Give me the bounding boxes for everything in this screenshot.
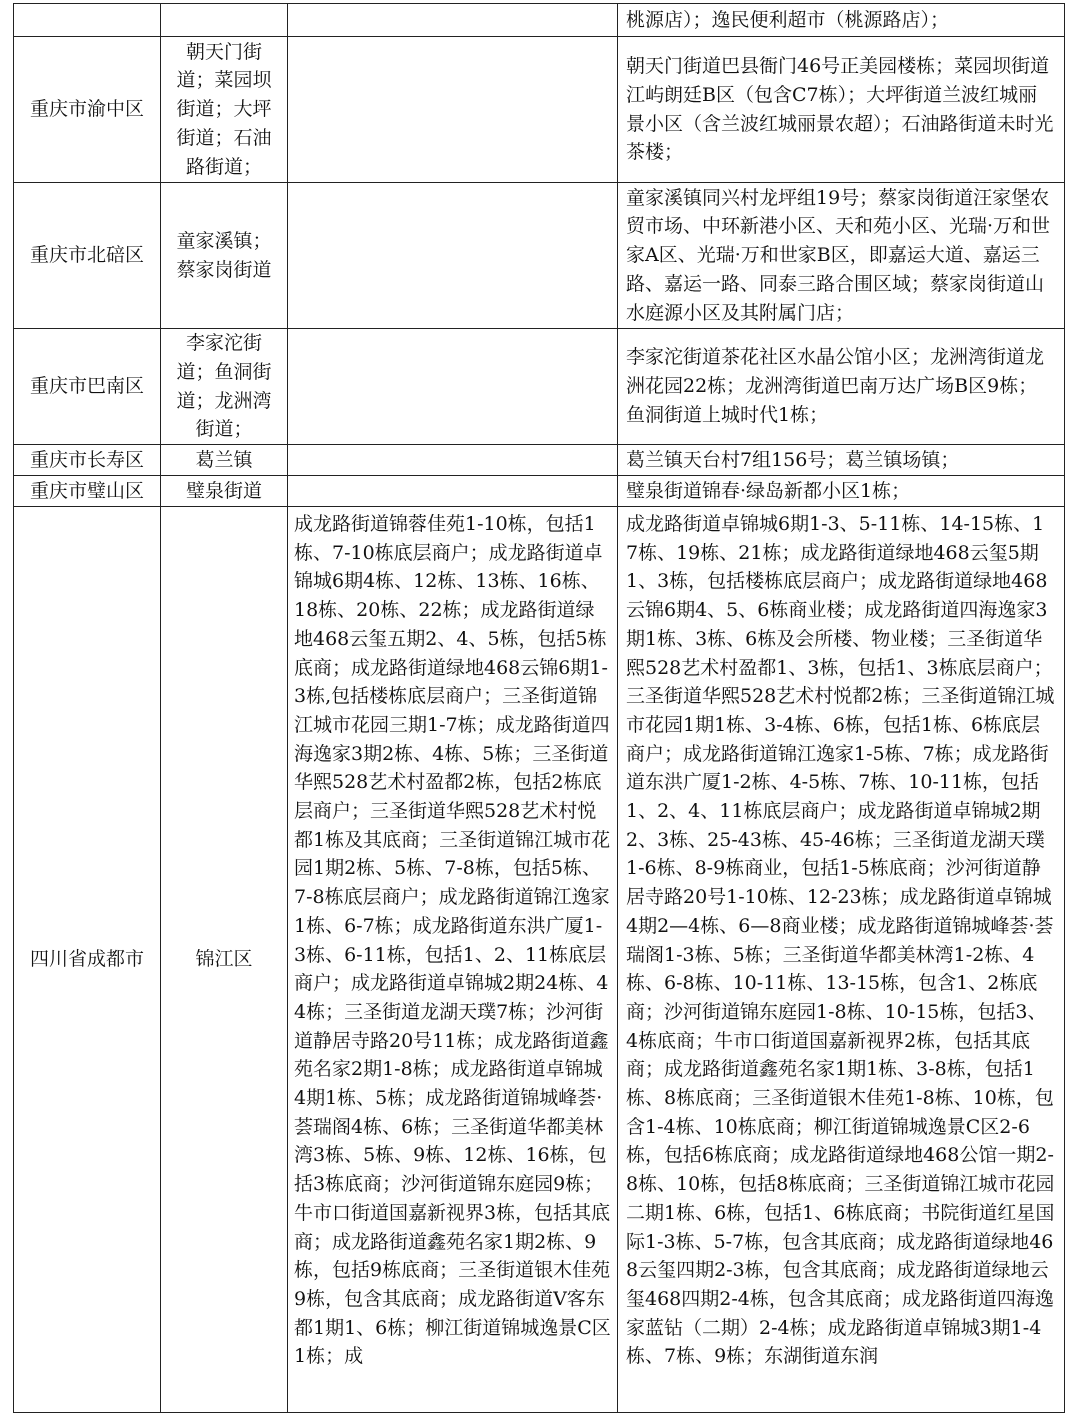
district-cell: 李家沱街道；鱼洞街道；龙洲湾街道； <box>161 329 288 445</box>
city-cell: 重庆市渝中区 <box>14 37 161 183</box>
district-cell <box>161 4 288 37</box>
area-list-text-1: 成龙路街道锦蓉佳苑1-10栋，包括1栋、7-10栋底层商户；成龙路街道卓锦城6期4栋、12栋、13栋、16栋、18栋、20栋、22栋；成龙路街道绿地468云玺五期2、4、5栋，包括5栋底商；成龙路街道绿地468云锦6期1-3栋,包括楼栋底层商户；三圣街道锦江城市花园三期1-7栋；成龙路街道四海逸家3期2栋、4栋、5栋；三圣街道华熙528艺术村盈都2栋，包括2栋底层商户；三圣街道华熙528艺术村悦都1栋及其底商；三圣街道锦江城市花园1期2栋、5栋、7-8栋，包括5栋、7-8栋底层商户；成龙路街道锦江逸家1栋、6-7栋；成龙路街道东洪广厦1-3栋、6-11栋，包括1、2、11栋底层商户；成龙路街道卓锦城2期24栋、44栋；三圣街道龙湖天璞7栋；沙河街道静居寺路20号11栋；成龙路街道鑫苑名家2期1-8栋；成龙路街道卓锦城4期1栋、5栋；成龙路街道锦城峰荟·荟瑞阁4栋、6栋；三圣街道华都美林湾3栋、5栋、9栋、12栋、16栋，包括3栋底商；沙河街道锦东庭园9栋；牛市口街道国嘉新视界3栋，包括其底商；成龙路街道鑫苑名家1期2栋、9栋，包括9栋底商；三圣街道银木佳苑9栋，包含其底商；成龙路街道V客东都1期1、6栋；柳江街道锦城逸景C区1栋；成 <box>294 513 611 1368</box>
city-cell: 重庆市北碚区 <box>14 183 161 329</box>
city-cell: 重庆市长寿区 <box>14 445 161 476</box>
area-list-cell-1 <box>288 445 618 476</box>
district-cell: 葛兰镇 <box>161 445 288 476</box>
area-list-cell-2: 童家溪镇同兴村龙坪组19号；蔡家岗街道汪家堡农贸市场、中环新港小区、天和苑小区、光瑞·万和世家A区、光瑞·万和世家B区，即嘉运大道、嘉运三路、嘉运一路、同泰三路合围区域；蔡家岗街道山水庭源小区及其附属门店； <box>618 183 1065 329</box>
area-list-cell-1 <box>288 476 618 507</box>
area-list-cell-2: 璧泉街道锦春·绿岛新都小区1栋； <box>618 476 1065 507</box>
area-list-cell-1 <box>288 329 618 445</box>
table-row <box>14 329 1065 445</box>
table-row <box>14 507 1065 1413</box>
city-cell <box>14 4 161 37</box>
district-cell: 童家溪镇；蔡家岗街道 <box>161 183 288 329</box>
table-row <box>14 476 1065 507</box>
area-list-cell-2: 葛兰镇天台村7组156号；葛兰镇场镇； <box>618 445 1065 476</box>
risk-area-table <box>13 3 1065 1413</box>
city-cell: 四川省成都市 <box>14 507 161 1413</box>
city-cell: 重庆市璧山区 <box>14 476 161 507</box>
area-list-cell-2: 桃源店）；逸民便利超市（桃源路店）； <box>618 4 1065 37</box>
area-list-cell-1 <box>288 4 618 37</box>
city-cell: 重庆市巴南区 <box>14 329 161 445</box>
district-cell: 朝天门街道；菜园坝街道；大坪街道；石油路街道； <box>161 37 288 183</box>
area-list-cell-1 <box>288 37 618 183</box>
area-list-cell-1 <box>288 507 618 1413</box>
district-cell: 璧泉街道 <box>161 476 288 507</box>
table-row <box>14 445 1065 476</box>
table-row <box>14 183 1065 329</box>
area-list-text-2: 成龙路街道卓锦城6期1-3、5-11栋、14-15栋、17栋、19栋、21栋；成龙路街道绿地468云玺5期1、3栋，包括楼栋底层商户；成龙路街道绿地468云锦6期4、5、6栋商业楼；成龙路街道四海逸家3期1栋、3栋、6栋及会所楼、物业楼；三圣街道华熙528艺术村盈都1、3栋，包括1、3栋底层商户；三圣街道华熙528艺术村悦都2栋；三圣街道锦江城市花园1期1栋、3-4栋、6栋，包括1栋、6栋底层商户；成龙路街道锦江逸家1-5栋、7栋；成龙路街道东洪广厦1-2栋、4-5栋、7栋、10-11栋，包括1、2、4、11栋底层商户；成龙路街道卓锦城2期2、3栋、25-43栋、45-46栋；三圣街道龙湖天璞1-6栋、8-9栋商业，包括1-5栋底商；沙河街道静居寺路20号1-10栋、12-23栋；成龙路街道卓锦城4期2—4栋、6—8商业楼；成龙路街道锦城峰荟·荟瑞阁1-3栋、5栋；三圣街道华都美林湾1-2栋、4栋、6-8栋、10-11栋、13-15栋，包含1、2栋底商；沙河街道锦东庭园1-8栋、10-15栋，包括3、4栋底商；牛市口街道国嘉新视界2栋，包括其底商；成龙路街道鑫苑名家1期1栋、3-8栋，包括1栋、8栋底商；三圣街道银木佳苑1-8栋、10栋，包含1-4栋、10栋底商；柳江街道锦城逸景C区2-6栋，包括6栋底商；成龙路街道绿地468公馆一期2-8栋、10栋，包括8栋底商；三圣街道锦江城市花园二期1栋、6栋，包括1、6栋底商；书院街道红星国际1-3栋、5-7栋，包含其底商；成龙路街道绿地468云玺四期2-3栋，包含其底商；成龙路街道绿地云玺468四期2-4栋，包含其底商；成龙路街道四海逸家蓝钻（二期）2-4栋；成龙路街道卓锦城3期1-4栋、7栋、9栋；东湖街道东润 <box>626 513 1055 1368</box>
district-cell: 锦江区 <box>161 507 288 1413</box>
table-row <box>14 37 1065 183</box>
area-list-cell-2: 李家沱街道茶花社区水晶公馆小区；龙洲湾街道龙洲花园22栋；龙洲湾街道巴南万达广场B区9栋；鱼洞街道上城时代1栋； <box>618 329 1065 445</box>
table-row <box>14 4 1065 37</box>
area-list-cell-2 <box>618 507 1065 1413</box>
area-list-cell-1 <box>288 183 618 329</box>
area-list-cell-2: 朝天门街道巴县衙门46号正美园楼栋；菜园坝街道江屿朗廷B区（包含C7栋）；大坪街道兰波红城丽景小区（含兰波红城丽景农超）；石油路街道未时光茶楼； <box>618 37 1065 183</box>
